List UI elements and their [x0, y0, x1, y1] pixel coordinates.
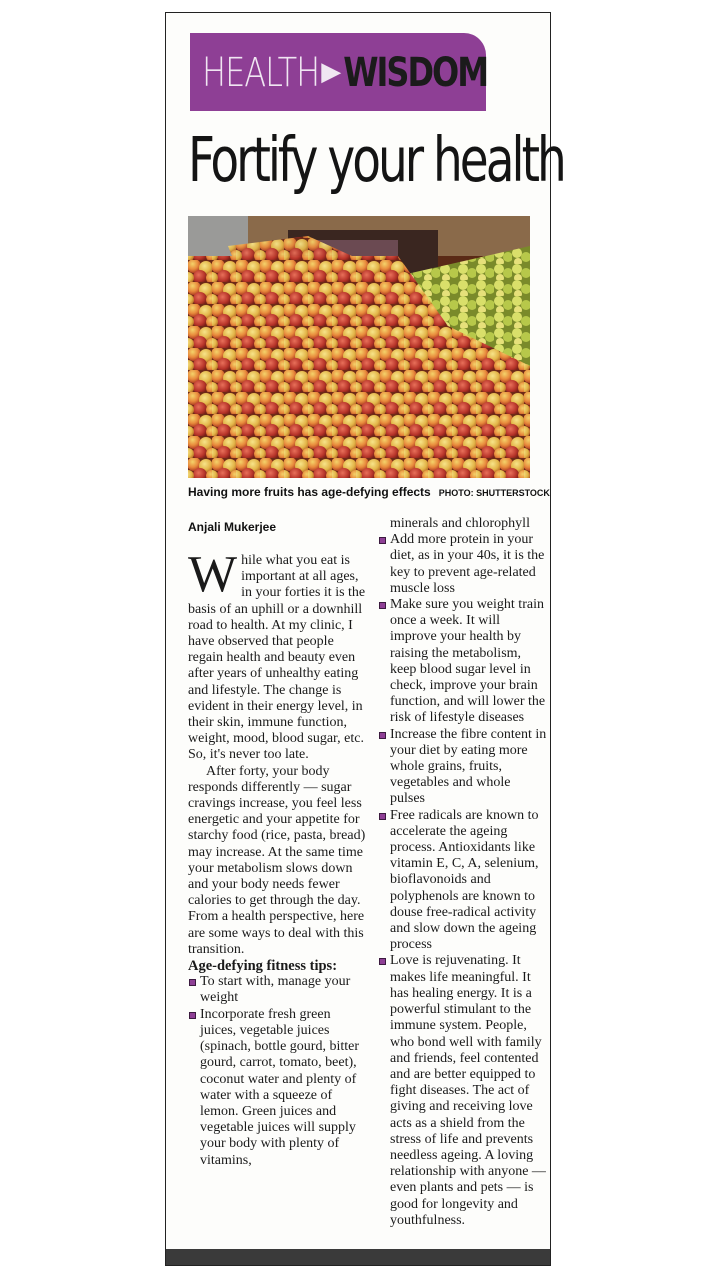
- tip-item: [378, 597, 548, 727]
- fruit-photo: [188, 216, 530, 478]
- intro-text: hile what you eat is important at all ages, in your forties it is the basis of an uphill or a downhill road to health. At my clinic, I have observed that people regain health and beauty even after years of unhealthy eating and lifestyle. The change is evident in their energy level, in their skin, immune function, weight, mood, blood sugar, etc. So, it's never too late.: [188, 553, 366, 763]
- banner-wisdom: WISDOM: [343, 48, 488, 96]
- photo-credit: PHOTO: SHUTTERSTOCK: [438, 488, 550, 498]
- tip-text: Incorporate fresh green juices, vegetable juices (spinach, bottle gourd, bitter gourd, carrot, tomato, beet), coconut water and plenty of water with a squeeze of lemon. Green juices and vegetable juices will supply your body with plenty of vitamins,: [200, 1006, 360, 1168]
- tip-item: [378, 953, 548, 1228]
- drop-cap: W: [188, 546, 238, 603]
- column-left: [188, 546, 366, 1169]
- bullet-icon: [379, 537, 386, 544]
- intro-paragraph: [188, 546, 366, 764]
- tip-text: Love is rejuvenating. It makes life meaningful. It has healing energy. It is a powerful stimulant to the immune system. People, who bond well with family and friends, feel contented and are better equipped to fight diseases. The act of giving and receiving love acts as a shield from the stress of life and prevents needless ageing. A loving relationship with anyone — even plants and pets — is good for longevity and youthfulness.: [390, 953, 546, 1228]
- bullet-icon: [379, 813, 386, 820]
- tip-item: [378, 532, 548, 597]
- tip-text: To start with, manage your weight: [200, 974, 351, 1006]
- tip-text: Increase the fibre content in your diet by eating more whole grains, fruits, vegetables and whole pulses: [390, 726, 547, 807]
- caption-text: Having more fruits has age-defying effects: [188, 485, 431, 499]
- banner-health: HEALTH: [202, 48, 320, 96]
- newspaper-clipping: [165, 12, 564, 1266]
- tip-item: [188, 974, 366, 1006]
- section-banner: [190, 33, 486, 111]
- second-paragraph: After forty, your body responds differently — sugar cravings increase, you feel less energetic and your appetite for starchy food (rice, pasta, bread) may increase. At the same time your metabolism slows down and your body needs fewer calories to get through the day. From a health perspective, here are some ways to deal with this transition.: [188, 763, 366, 957]
- bullet-icon: [379, 732, 386, 739]
- tip-item: [188, 1007, 366, 1169]
- bottom-bar: [166, 1249, 550, 1265]
- column-right: [378, 516, 548, 1229]
- bullet-icon: [189, 1012, 196, 1019]
- bullet-icon: [189, 979, 196, 986]
- tip-text: Add more protein in your diet, as in your 40s, it is the key to prevent age-related muscle loss: [390, 532, 545, 596]
- byline: Anjali Mukerjee: [188, 520, 277, 534]
- tip-text: Make sure you weight train once a week. It will improve your health by raising the metabolism, keep blood sugar level in check, improve your brain function, and will lower the risk of lifestyle diseases: [390, 597, 546, 726]
- bullet-icon: [379, 958, 386, 965]
- fruit-photo-svg: [188, 216, 530, 478]
- tips-heading: Age-defying fitness tips:: [188, 958, 338, 975]
- tip-item: [378, 808, 548, 954]
- tip-text: Free radicals are known to accelerate the ageing process. Antioxidants like vitamin E, C, A, selenium, bioflavonoids and polyphenols are known to douse free-radical activity and slow down the ageing process: [390, 807, 539, 953]
- bullet-icon: [379, 602, 386, 609]
- tips-list-right: [378, 532, 548, 1229]
- photo-caption: [188, 485, 550, 499]
- tip-continuation: minerals and chlorophyll: [390, 516, 530, 531]
- tip-item: [378, 727, 548, 808]
- tips-list-left: [188, 974, 366, 1168]
- headline: Fortify your health: [188, 125, 564, 197]
- banner-arrow-icon: ▶: [321, 57, 342, 87]
